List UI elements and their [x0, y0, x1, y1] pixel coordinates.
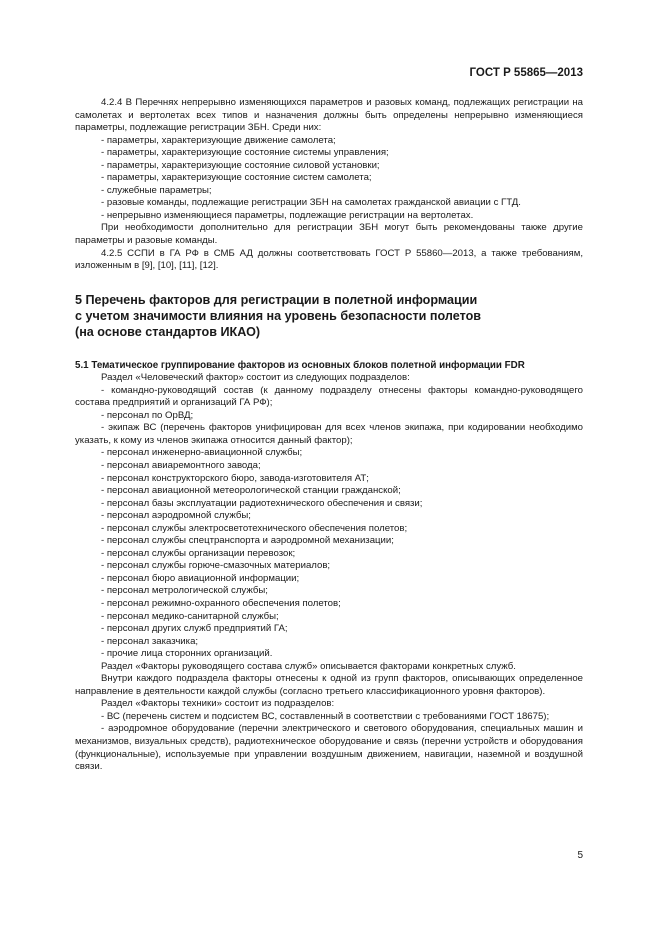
list-item: - параметры, характеризующие состояние системы управления; [101, 147, 389, 159]
list-item: - персонал службы спецтранспорта и аэродромной механизации; [101, 535, 394, 547]
list-item: - персонал инженерно-авиационной службы; [101, 447, 303, 459]
paragraph-4-2-4: 4.2.4 В Перечнях непрерывно изменяющихся параметров и разовых команд, подлежащих регистрации на самолетах и вертолетах всех типов и назначения должны быть определены непрерывно изменяющиеся параметры, подлежащие регистрации ЗБН. Среди них: [75, 97, 583, 134]
list-item: - персонал по ОрВД; [101, 409, 194, 421]
list-item: - аэродромное оборудование (перечни электрического и светового оборудования, специальных машин и механизмов, визуальных средств), радиотехническое оборудование и связь (перечни устройств и оборудования (функциональные), используемые при управлении воздушным движением, навигации, наземной и воздушной связи. [75, 723, 583, 773]
list-item: - параметры, характеризующие состояние систем самолета; [101, 172, 372, 184]
document-header: ГОСТ Р 55865—2013 [469, 67, 583, 79]
list-item: - персонал режимно-охранного обеспечения полетов; [101, 598, 341, 609]
list-item: - параметры, характеризующие движение самолета; [101, 134, 336, 146]
list-item: - разовые команды, подлежащие регистрации ЗБН на самолетах гражданской авиации с ГТД. [101, 197, 521, 209]
list-item: - экипаж ВС (перечень факторов унифицирован для всех членов экипажа, при кодировании необходимо указать, к кому из членов экипажа относится данный фактор); [75, 422, 583, 446]
paragraph-services: Раздел «Факторы руководящего состава служб» описывается факторами конкретных служб. [101, 660, 516, 672]
list-item: - персонал службы организации перевозок; [101, 547, 296, 559]
list-item: - непрерывно изменяющиеся параметры, подлежащие регистрации на вертолетах. [101, 209, 474, 221]
paragraph-4-2-5: 4.2.5 ССПИ в ГА РФ в СМБ АД должны соответствовать ГОСТ Р 55860—2013, а также требованиям, изложенным в [9], [10], [11], [12]. [75, 247, 583, 272]
section-5-heading-line: (на основе стандартов ИКАО) [75, 324, 261, 339]
paragraph-groups: Внутри каждого подраздела факторы отнесены к одной из групп факторов, описывающих определенное направление в деятельности каждой службы (согласно третьего классификационного уровня факторов). [75, 673, 583, 697]
list-item: - персонал метрологической службы; [101, 585, 268, 597]
document-body [75, 97, 583, 774]
section-5-heading [75, 292, 583, 340]
list-item: - параметры, характеризующие состояние силовой установки; [101, 159, 380, 171]
list-item: - персонал других служб предприятий ГА; [101, 623, 288, 635]
list-item: - персонал авиационной метеорологической станции гражданской; [101, 485, 401, 497]
list-item: - прочие лица сторонних организаций. [101, 648, 273, 660]
paragraph-human-factor: Раздел «Человеческий фактор» состоит из следующих подразделов: [101, 372, 410, 384]
list-item: - командно-руководящий состав (к данному подразделу отнесены факторы командно-руководящего состава предприятий и организаций ГА РФ); [75, 384, 583, 409]
list-item: - персонал службы электросветотехнического обеспечения полетов; [101, 522, 408, 534]
list-item: - персонал аэродромной службы; [101, 510, 251, 522]
list-item: - персонал базы эксплуатации радиотехнического обеспечения и связи; [101, 497, 423, 509]
list-item: - служебные параметры; [101, 184, 212, 196]
section-5-heading-line: с учетом значимости влияния на уровень безопасности полетов [75, 308, 481, 323]
list-item: - персонал службы горюче-смазочных материалов; [101, 560, 331, 572]
list-item: - персонал бюро авиационной информации; [101, 572, 300, 584]
page-number: 5 [577, 850, 583, 861]
subsection-5-1-heading: 5.1 Тематическое группирование факторов из основных блоков полетной информации FDR [75, 359, 525, 371]
list-item: - персонал заказчика; [101, 635, 199, 647]
paragraph-tech: Раздел «Факторы техники» состоит из подразделов: [101, 698, 335, 710]
list-item: - персонал конструкторского бюро, завода-изготовителя АТ; [101, 472, 369, 484]
list-item: - ВС (перечень систем и подсистем ВС, составленный в соответствии с требованиями ГОСТ 18675); [101, 710, 550, 722]
list-item: - персонал медико-санитарной службы; [101, 610, 279, 622]
paragraph-note: При необходимости дополнительно для регистрации ЗБН могут быть рекомендованы также другие параметры и разовые команды. [75, 222, 583, 247]
list-item: - персонал авиаремонтного завода; [101, 459, 261, 471]
section-5-heading-line: 5 Перечень факторов для регистрации в полетной информации [75, 292, 478, 307]
